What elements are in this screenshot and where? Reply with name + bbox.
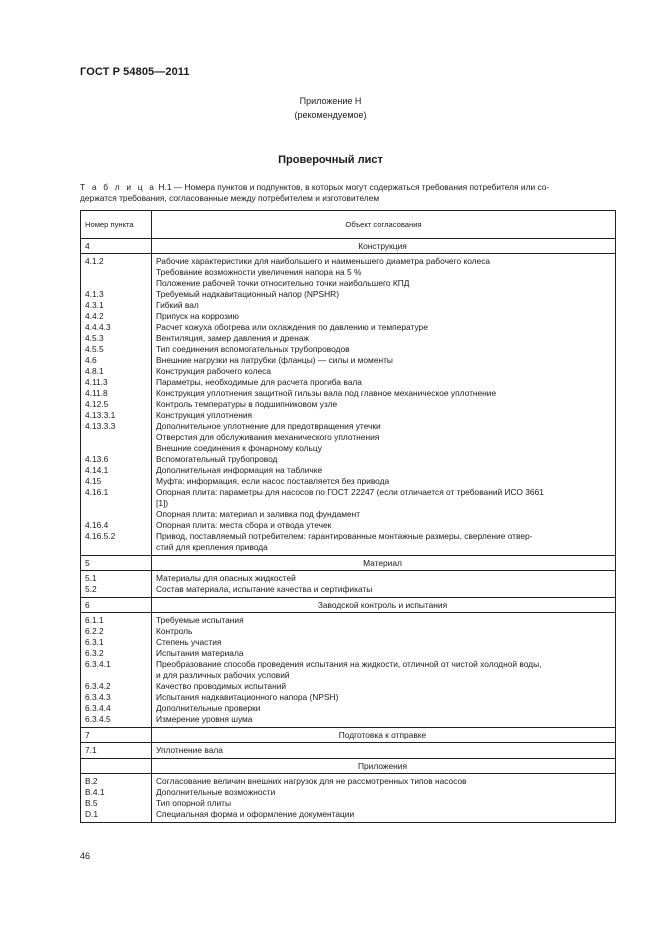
- clause-number: 4.5.5: [85, 344, 104, 354]
- section-number: 5: [81, 556, 152, 571]
- clause-number: 4.1.2: [85, 256, 104, 266]
- clause-subject: Гибкий вал: [156, 300, 199, 310]
- clause-subject: Специальная форма и оформление документации: [156, 809, 355, 819]
- section-body-row: [81, 774, 616, 823]
- clause-number: 4.13.3.1: [85, 410, 116, 420]
- clause-subject: Внешние соединения к фонарному кольцу: [156, 443, 322, 453]
- clause-subject: Конструкция уплотнения: [156, 410, 253, 420]
- section-number: 4: [81, 239, 152, 254]
- clause-number: 4.15: [85, 476, 102, 486]
- table-caption-lead: Т а б л и ц а: [80, 182, 157, 192]
- clause-number: 6.3.4.5: [85, 714, 111, 724]
- clause-number: D.1: [85, 809, 99, 819]
- clause-number: [85, 443, 151, 454]
- clause-number: 4.11.3: [85, 377, 108, 387]
- clause-subject: Опорная плита: места сбора и отвода утечек: [156, 520, 332, 530]
- subject-cell: [152, 571, 616, 598]
- section-header-row: [81, 759, 616, 774]
- table-caption-text-1: Н.1 — Номера пунктов и подпунктов, в которых могут содержаться требования потребителя или со-: [156, 182, 550, 192]
- clause-subject: Опорная плита: параметры для насосов по ГОСТ 22247 (если отличается от требований ИСО 3661: [156, 487, 544, 497]
- clause-number: [85, 509, 151, 520]
- section-body-row: [81, 613, 616, 728]
- clause-number: 4.5.3: [85, 333, 104, 343]
- clause-number: 6.2.2: [85, 626, 104, 636]
- clause-number: 4.13.6: [85, 454, 109, 464]
- clause-number: [85, 498, 151, 509]
- clause-number: 6.3.4.2: [85, 681, 111, 691]
- clause-subject: Привод, поставляемый потребителем: гарантированные монтажные размеры, сверление отвер-: [156, 531, 533, 541]
- clause-subject: Вентиляция, замер давления и дренаж: [156, 333, 309, 343]
- table-header-row: [81, 211, 616, 239]
- clause-subject: Тип соединения вспомогательных трубопроводов: [156, 344, 350, 354]
- clause-number-cell: [81, 774, 152, 823]
- clause-subject: и для различных рабочих условий: [156, 670, 290, 680]
- clause-subject: Степень участия: [156, 637, 222, 647]
- clause-subject: [1]): [156, 498, 169, 508]
- clause-number-cell: [81, 254, 152, 556]
- clause-number: 4.1.3: [85, 289, 104, 299]
- section-header-row: [81, 556, 616, 571]
- clause-number: 6.1.1: [85, 615, 104, 625]
- clause-number: [85, 542, 151, 553]
- clause-number: [85, 432, 151, 443]
- clause-number: 6.3.4.4: [85, 703, 111, 713]
- clause-subject: Преобразование способа проведения испытания на жидкости, отличной от чистой холодной воды,: [156, 659, 542, 669]
- clause-number: 5.2: [85, 584, 97, 594]
- clause-subject: Требование возможности увеличения напора на 5 %: [156, 267, 362, 277]
- clause-subject: Материалы для опасных жидкостей: [156, 573, 296, 583]
- clause-number: [85, 670, 151, 681]
- subject-cell: [152, 743, 616, 759]
- clause-number: B.2: [85, 776, 98, 786]
- clause-subject: Припуск на коррозию: [156, 311, 239, 321]
- clause-subject: Дополнительное уплотнение для предотвращения утечки: [156, 421, 381, 431]
- clause-subject: Испытания надкавитационного напора (NPSH): [156, 692, 339, 702]
- clause-subject: Контроль: [156, 626, 193, 636]
- document-title: Проверочный лист: [278, 154, 383, 166]
- clause-number: B.4.1: [85, 787, 105, 797]
- clause-subject: Тип опорной плиты: [156, 798, 232, 808]
- clause-number: 4.14.1: [85, 465, 109, 475]
- clause-number: 4.11.8: [85, 388, 108, 398]
- clause-subject: Контроль температуры в подшипниковом узле: [156, 399, 338, 409]
- clause-number: B.5: [85, 798, 98, 808]
- clause-subject: Конструкция уплотнения защитной гильзы вала под главное механическое уплотнение: [156, 388, 497, 398]
- clause-number: 4.4.4.3: [85, 322, 111, 332]
- clause-number: 4.16.4: [85, 520, 109, 530]
- clause-number: 6.3.4.1: [85, 659, 111, 669]
- clause-number: 5.1: [85, 573, 97, 583]
- clause-number-cell: [81, 743, 152, 759]
- section-body-row: [81, 254, 616, 556]
- clause-subject: Согласование величин внешних нагрузок для не рассмотренных типов насосов: [156, 776, 467, 786]
- column-header-clause: Номер пункта: [81, 211, 152, 239]
- table-caption-text-2: держатся требования, согласованные между потребителем и изготовителем: [80, 193, 380, 203]
- column-header-subject: Объект согласования: [152, 211, 616, 239]
- annex-title: Приложение Н: [299, 96, 362, 106]
- checklist-table: [80, 210, 616, 823]
- subject-cell: [152, 774, 616, 823]
- clause-number: 6.3.1: [85, 637, 104, 647]
- clause-number-cell: [81, 571, 152, 598]
- clause-subject: Опорная плита: материал и заливка под фундамент: [156, 509, 361, 519]
- standard-designation: ГОСТ Р 54805—2011: [80, 66, 190, 78]
- clause-number: 4.13.3.3: [85, 421, 116, 431]
- section-body-row: [81, 743, 616, 759]
- clause-subject: Муфта: информация, если насос поставляется без привода: [156, 476, 390, 486]
- clause-number: 6.3.2: [85, 648, 104, 658]
- clause-subject: Качество проводимых испытаний: [156, 681, 287, 691]
- clause-subject: Дополнительные возможности: [156, 787, 276, 797]
- clause-subject: Требуемые испытания: [156, 615, 244, 625]
- clause-number: 6.3.4.3: [85, 692, 111, 702]
- clause-number: 4.16.5.2: [85, 531, 116, 541]
- clause-subject: Отверстия для обслуживания механического уплотнения: [156, 432, 380, 442]
- clause-number: 4.6: [85, 355, 97, 365]
- clause-subject: Рабочие характеристики для наибольшего и наименьшего диаметра рабочего колеса: [156, 256, 491, 266]
- clause-subject: Конструкция рабочего колеса: [156, 366, 272, 376]
- clause-subject: Требуемый надкавитационный напор (NPSHR): [156, 289, 339, 299]
- table-caption: [80, 182, 620, 204]
- clause-number-cell: [81, 613, 152, 728]
- clause-number: 7.1: [85, 745, 97, 755]
- section-header-row: [81, 239, 616, 254]
- section-title: Подготовка к отправке: [152, 728, 616, 743]
- clause-subject: Состав материала, испытание качества и сертификаты: [156, 584, 373, 594]
- section-number: 7: [81, 728, 152, 743]
- clause-number: 4.4.2: [85, 311, 104, 321]
- clause-subject: Внешние нагрузки на патрубки (фланцы) — силы и моменты: [156, 355, 393, 365]
- section-number: 6: [81, 598, 152, 613]
- section-title: Конструкция: [152, 239, 616, 254]
- clause-subject: Испытания материала: [156, 648, 244, 658]
- section-header-row: [81, 728, 616, 743]
- clause-subject: Параметры, необходимые для расчета прогиба вала: [156, 377, 362, 387]
- section-title: Заводской контроль и испытания: [152, 598, 616, 613]
- clause-number: 4.16.1: [85, 487, 109, 497]
- clause-subject: Дополнительная информация на табличке: [156, 465, 323, 475]
- section-header-row: [81, 598, 616, 613]
- clause-number: [85, 278, 151, 289]
- section-number: [81, 759, 152, 774]
- subject-cell: [152, 613, 616, 728]
- clause-subject: стий для крепления привода: [156, 542, 268, 552]
- section-title: Материал: [152, 556, 616, 571]
- table-body: [81, 239, 616, 823]
- clause-subject: Расчет кожуха обогрева или охлаждения по давлению и температуре: [156, 322, 428, 332]
- subject-cell: [152, 254, 616, 556]
- section-title: Приложения: [152, 759, 616, 774]
- clause-number: 4.8.1: [85, 366, 104, 376]
- clause-subject: Вспомогательный трубопровод: [156, 454, 278, 464]
- clause-subject: Дополнительные проверки: [156, 703, 261, 713]
- clause-subject: Положение рабочей точки относительно точки наибольшего КПД: [156, 278, 410, 288]
- clause-number: [85, 267, 151, 278]
- clause-number: 4.3.1: [85, 300, 104, 310]
- section-body-row: [81, 571, 616, 598]
- page-number: 46: [80, 851, 91, 861]
- clause-number: 4.12.5: [85, 399, 109, 409]
- clause-subject: Измерение уровня шума: [156, 714, 253, 724]
- annex-subtitle: (рекомендуемое): [294, 110, 367, 120]
- clause-subject: Уплотнение вала: [156, 745, 223, 755]
